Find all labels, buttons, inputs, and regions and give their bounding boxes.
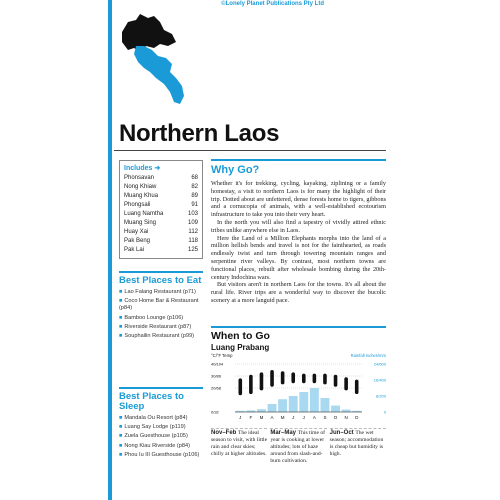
season-text: The ideal season to visit, with little rain and clear skies; chilly at higher altitudes. (211, 430, 268, 457)
temp-tick-label: 40/104 (211, 361, 224, 367)
month-label: D (355, 415, 359, 420)
chapter-title: Northern Laos (119, 120, 280, 147)
places-to-sleep-list (119, 415, 203, 459)
includes-item-name: Phonsavan (124, 175, 155, 181)
sleep-item (119, 443, 203, 450)
places-to-eat-heading: Best Places to Eat (119, 275, 202, 286)
month-label: A (312, 415, 316, 420)
temp-axis-title: °C/°F Temp (211, 353, 233, 358)
places-to-eat-section (119, 276, 203, 342)
season-divider (330, 428, 386, 429)
includes-item-page: 125 (187, 247, 198, 253)
includes-item-page: 82 (191, 184, 198, 190)
why-go-body (211, 180, 386, 305)
season-text: The wet season; accommodation is cheap but humidity is high. (329, 430, 384, 457)
includes-item-name: Phongsali (124, 202, 151, 208)
sleep-item (119, 424, 203, 431)
rainfall-bar (321, 398, 330, 412)
rain-tick-label: 8/200 (375, 393, 386, 399)
includes-item-page: 109 (187, 220, 198, 226)
sleep-item-text: Nong Kiau Riverside (p84) (124, 442, 190, 449)
temperature-bar (302, 374, 306, 384)
bullet-icon: ■ (119, 442, 123, 449)
sleep-item-text: Mandala Ou Resort (p84) (124, 415, 188, 421)
month-label: J (239, 415, 242, 420)
includes-item-name: Pak Lai (124, 247, 145, 253)
temperature-bar (334, 375, 338, 387)
rain-tick-label: 24/600 (373, 361, 386, 367)
month-label: N (344, 415, 348, 420)
temperature-bar (249, 375, 253, 394)
includes-item[interactable] (124, 246, 198, 255)
rain-tick-label: 0 (383, 409, 386, 415)
temperature-bar (291, 372, 295, 383)
includes-item-name: Luang Namtha (124, 211, 164, 217)
includes-item-page: 91 (191, 202, 198, 208)
eat-divider (119, 271, 203, 273)
eat-item-text: Coco Home Bar & Restaurant (p84) (119, 298, 199, 312)
includes-item-name: Muang Khua (124, 193, 159, 199)
includes-item-page: 89 (191, 193, 198, 199)
temperature-bar (281, 371, 285, 384)
places-to-sleep-section (119, 392, 203, 461)
season-title: Mar–May (270, 430, 298, 436)
includes-item-page: 103 (187, 211, 198, 217)
copyright-notice: ©Lonely Planet Publications Pty Ltd (221, 1, 324, 7)
climate-city: Luang Prabang (211, 343, 270, 352)
eat-item-text: Lao Falang Restaurant (p71) (124, 289, 196, 295)
rainfall-bar (278, 399, 287, 412)
eat-item (119, 333, 203, 340)
includes-item-page: 118 (188, 238, 198, 244)
why-go-paragraph: Whether it's for trekking, cycling, kayaking, ziplining or a family homestay, a visit to northern Laos is for many the highlight of their trip. Dotted about are unfettered, dense forests home to tigers, gibbons and a cornucopia of animals, with a well-established ecotourism infrastructure to take you into their very heart. (211, 180, 386, 219)
temperature-bar (323, 374, 327, 385)
bullet-icon: ■ (119, 323, 123, 330)
month-label: A (270, 415, 274, 420)
when-to-go-heading: When to Go (211, 330, 270, 342)
eat-item (119, 324, 203, 331)
why-go-paragraph: Here the Land of a Million Elephants morphs into the land of a million hellish bends and travel is not for the fainthearted, as roads endlessly twist and turn through towering mountain ranges and serpentine river valleys. By contrast, most northern towns are functional places, rebuilt after wholesale bombing during the 20th-century Indochina wars. (211, 234, 386, 281)
sleep-item (119, 452, 203, 459)
places-to-eat-list (119, 289, 203, 340)
neighbor-country-shape (122, 14, 176, 52)
why-go-paragraph: In the north you will also find a tapestry of vividly attired ethnic tribes unlike anywhere else in Laos. (211, 218, 386, 234)
season-title: Jun–Oct (329, 430, 356, 436)
bullet-icon: ■ (119, 314, 123, 321)
eat-item-text: Riverside Restaurant (p87) (124, 323, 192, 330)
sleep-item-text: Luang Say Lodge (p119) (124, 424, 186, 431)
includes-item[interactable] (124, 219, 198, 228)
temperature-bar (313, 374, 317, 384)
bullet-icon: ■ (119, 424, 123, 431)
includes-item-page: 68 (191, 175, 198, 181)
rain-axis-title: Rainfall inches/mm (350, 353, 386, 358)
temperature-bar (260, 372, 264, 390)
season-note (330, 428, 386, 465)
includes-item-page: 112 (188, 229, 198, 235)
includes-item-name: Huay Xai (124, 229, 149, 235)
season-divider (270, 428, 326, 429)
rainfall-bar (257, 409, 266, 412)
temperature-bar (270, 370, 274, 387)
temperature-bar (355, 380, 359, 394)
includes-item-name: Nong Khiaw (124, 184, 157, 190)
season-divider (211, 428, 267, 429)
temp-tick-label: 0/32 (211, 409, 219, 415)
temp-tick-label: 30/86 (211, 373, 222, 379)
why-go-paragraph: But visitors aren't in northern Laos for the towns. It's all about the rural life. River trips are a wonderful way to discover the bucolic scenery at a more languid pace. (211, 281, 386, 304)
sleep-item-text: Phou Iu III Guesthouse (p106) (124, 451, 200, 458)
includes-item[interactable] (124, 174, 198, 183)
month-label: F (249, 415, 253, 420)
bullet-icon: ■ (119, 298, 123, 305)
rainfall-bar (299, 392, 308, 412)
includes-item[interactable] (124, 183, 198, 192)
why-go-heading: Why Go? (211, 164, 260, 176)
bullet-icon: ■ (119, 451, 123, 458)
includes-item-name: Pak Beng (124, 238, 151, 244)
includes-list (124, 174, 198, 255)
laos-shape (134, 46, 184, 104)
eat-item (119, 289, 203, 296)
rainfall-bar (331, 406, 340, 412)
rainfall-bar (310, 388, 319, 412)
rain-tick-label: 16/400 (373, 377, 386, 383)
season-text: This time of year is cooking at lower altitudes; lots of haze around from slash-and-burn cultivation. (270, 430, 326, 464)
month-label: M (280, 415, 285, 420)
sleep-item-text: Zuela Guesthouse (p105) (124, 433, 188, 440)
includes-item-name: Muang Sing (124, 220, 157, 226)
bullet-icon: ■ (119, 415, 123, 421)
month-label: S (323, 415, 327, 420)
includes-item[interactable] (124, 210, 198, 219)
month-label: J (302, 415, 305, 420)
rainfall-bar (268, 404, 277, 412)
climate-chart (211, 352, 386, 424)
season-note (211, 428, 267, 465)
sleep-divider (119, 387, 203, 389)
includes-item[interactable] (124, 192, 198, 201)
temp-tick-label: 20/68 (211, 385, 222, 391)
includes-box (119, 160, 203, 259)
sleep-item (119, 433, 203, 440)
eat-item (119, 298, 203, 312)
eat-item (119, 315, 203, 322)
month-label: J (292, 415, 295, 420)
title-rule (114, 150, 386, 151)
includes-item[interactable] (124, 201, 198, 210)
includes-item[interactable] (124, 228, 198, 237)
sleep-item (119, 415, 203, 422)
chapter-side-bar (108, 0, 112, 500)
locator-map (114, 12, 198, 112)
why-go-bar (211, 159, 386, 161)
bullet-icon: ■ (119, 333, 123, 340)
seasons-row (211, 428, 386, 465)
rainfall-bar (342, 410, 351, 412)
month-label: O (333, 415, 338, 420)
temperature-bar (344, 377, 348, 390)
places-to-sleep-heading: Best Places to Sleep (119, 391, 184, 412)
eat-item-text: Souphailin Restaurant (p99) (124, 333, 195, 340)
temperature-bar (238, 378, 242, 395)
month-label: M (259, 415, 264, 420)
when-to-go-bar (211, 326, 386, 328)
includes-heading: Includes ➜ (124, 165, 161, 172)
eat-item-text: Bamboo Lounge (p106) (124, 314, 184, 321)
includes-item[interactable] (124, 237, 198, 246)
bullet-icon: ■ (119, 289, 123, 295)
season-note (270, 428, 326, 465)
bullet-icon: ■ (119, 433, 123, 440)
season-title: Nov–Feb (211, 430, 239, 436)
rainfall-bar (289, 396, 298, 412)
